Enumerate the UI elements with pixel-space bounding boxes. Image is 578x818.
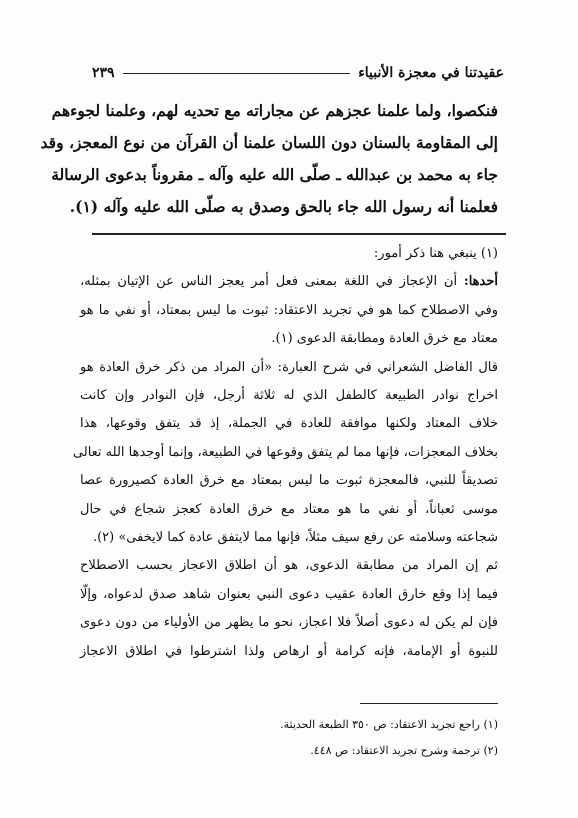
footnote-line: تصديقاً للنبي، فالمعجزة ثبوت ما ليس بمعتاد مع خرق العادة كصيرورة عصا	[80, 473, 498, 489]
footnote-line: قال الفاضل الشعراني في شرح العبارة: «أن المراد من ذكر خرق العادة هو	[80, 359, 498, 375]
footnote-line: معتاد مع خرق العادة ومطابقة الدعوى (١).	[271, 331, 498, 347]
footnote-line: أحدها: أن الإعجاز في اللغة بمعنى فعل أمر يعجز الناس عن الإتيان بمثله،	[80, 274, 498, 290]
reference-item: (١) راجع تجريد الاعتقاد: ص ٣٥٠ الطبعة الحديثة.	[280, 718, 498, 731]
footnote-line: فإن لم يكن له دعوى أصلاً فلا اعجاز، نحو ما يظهر من الأولياء من دون دعوى	[80, 615, 498, 631]
running-header	[92, 60, 504, 86]
reference-item: (٢) ترجمة وشرح تجريد الاعتقاد: ص ٤٤٨.	[310, 744, 498, 757]
footnote-line: بخلاف المعجزات، فإنها مما لم يتفق وقوعها في الطبيعة، وإنما أوجدها الله تعالى	[72, 444, 498, 460]
footnote-line: شجاعته وسلامته عن رفع سيف مثلاً، فإنها مما لايتفق عادة كما لايخفى» (٢).	[92, 530, 498, 546]
footnote-line: اخراج نوادر الطبيعة كالطفل الذي له ثلاثة أرجل، فإن النوادر وإن كانت	[80, 388, 498, 404]
main-line: إلى المقاومة بالسنان دون اللسان علمنا أن القرآن من نوع المعجز، وقد	[40, 133, 498, 152]
footnote-line: وفي الاصطلاح كما هو في تجريد الاعتقاد: ثبوت ما ليس بمعتاد، أو نفي ما هو	[80, 302, 498, 318]
footnote-separator	[92, 233, 506, 235]
header-rule	[123, 73, 351, 74]
page-number: ٢٣٩	[92, 65, 115, 81]
main-text	[40, 95, 498, 223]
main-line: فنكصوا، ولما علمنا عجزهم عن مجاراته مع تحديه لهم، وعلمنا لجوءهم	[51, 101, 498, 120]
footnote-line: فيما إذا وقع خارق العادة عقيب دعوى النبي بعنوان شاهد صدق لدعواه، وإلّا	[80, 586, 498, 602]
footnote-line: للنبوة أو الإمامة، فإنه كرامة أو ارهاص ولذا اشترطوا في اطلاق الاعجاز	[80, 643, 498, 659]
footnote-block	[72, 240, 498, 666]
footnote-line: ثم إن المراد من مطابقة الدعوى، هو أن اطلاق الاعجاز بحسب الاصطلاح	[80, 558, 498, 574]
footnote-line: (١) ينبغي هنا ذكر أمور:	[373, 246, 498, 261]
reference-separator	[360, 703, 498, 704]
main-line: جاء به محمد بن عبدالله ـ صلّى الله عليه وآله ـ مقروناً بدعوى الرسالة	[51, 165, 498, 184]
reference-list	[80, 712, 498, 764]
footnote-line: خلاف المعتاد ولكنها موافقة للعادة في الجملة، إذ قد يتفق وقوعها، هذا	[80, 416, 498, 432]
running-title: عقيدتنا في معجزة الأنبياء	[358, 65, 504, 81]
main-line: فعلمنا أنه رسول الله جاء بالحق وصدق به صلّى الله عليه وآله (١).	[69, 197, 498, 216]
footnote-lead-word: أحدها:	[463, 274, 498, 290]
footnote-line: موسى ثعباناً، أو نفي ما هو معتاد مع خرق العادة كعجز شجاع في حال	[80, 501, 498, 517]
